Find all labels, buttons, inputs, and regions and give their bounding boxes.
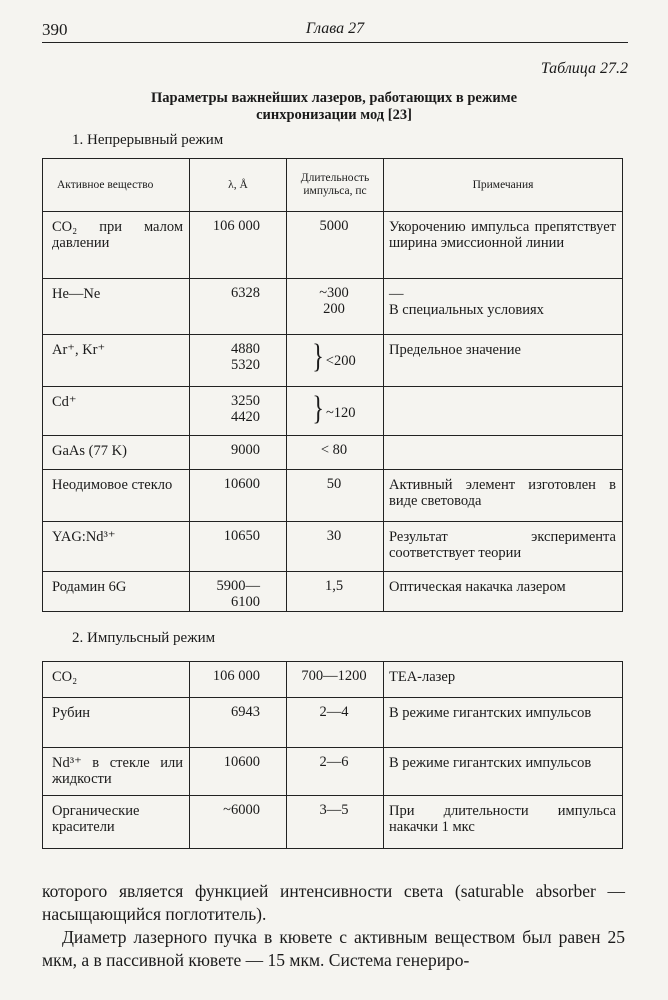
table-row [43, 335, 623, 387]
cell-substance: Cd⁺ [43, 387, 190, 436]
duration-value: < 80 [320, 442, 348, 458]
table-row [43, 279, 623, 335]
cell-notes [384, 212, 623, 279]
table-row [43, 796, 623, 849]
cell-substance: Родамин 6G [43, 572, 190, 612]
wavelength-value: 9000 [231, 442, 260, 458]
cell-duration [287, 387, 384, 436]
table-row [43, 748, 623, 796]
wavelength-value: 3250 [231, 393, 260, 409]
wavelength-value: 4880 [231, 341, 260, 357]
cell-notes [384, 279, 623, 335]
cell-wavelength [190, 335, 287, 387]
wavelength-value: 10600 [223, 476, 260, 492]
cell-wavelength: 10600 [190, 748, 287, 796]
table-header-row [43, 159, 623, 212]
cell-substance: Органические красители [43, 796, 190, 849]
column-header-duration [287, 159, 384, 212]
column-header-notes: Примечания [384, 159, 623, 212]
duration-value: 1,5 [324, 578, 344, 594]
notes-value: Оптическая накачка лазером [389, 579, 566, 595]
cell-substance: Неодимовое стекло [43, 470, 190, 522]
pulsed-mode-table [42, 661, 623, 849]
notes-value: Предельное значение [389, 342, 521, 358]
table-row [43, 572, 623, 612]
cell-notes [384, 572, 623, 612]
wavelength-value: 10650 [223, 528, 260, 544]
duration-value: 5000 [319, 218, 349, 234]
cell-wavelength [190, 279, 287, 335]
cell-notes: При длительности импульса накачки 1 мкс [384, 796, 623, 849]
section-continuous: 1. Непрерывный режим [72, 132, 224, 148]
cell-duration [287, 572, 384, 612]
cell-substance: GaAs (77 K) [43, 436, 190, 470]
brace-mark: } [312, 390, 324, 428]
cell-wavelength [190, 572, 287, 612]
chapter-title: Глава 27 [305, 20, 365, 37]
notes-value: Результат эксперимента соответствует теории [389, 529, 616, 561]
cell-duration [287, 335, 384, 387]
cell-wavelength [190, 212, 287, 279]
duration-value: 30 [326, 528, 342, 544]
page-number: 390 [42, 20, 68, 39]
table-row [43, 522, 623, 572]
table-title-line-2: синхронизации мод [23] [256, 107, 412, 123]
table-title [60, 90, 608, 124]
notes-value: — [389, 286, 404, 302]
cell-wavelength [190, 470, 287, 522]
table-row [43, 470, 623, 522]
cell-duration: 3—5 [287, 796, 384, 849]
cell-wavelength: ~6000 [190, 796, 287, 849]
wavelength-value: 5320 [231, 357, 260, 373]
column-header-substance: Активное вещество [43, 159, 190, 212]
table-title-line-1: Параметры важнейших лазеров, работающих в режиме [150, 90, 518, 106]
cell-notes [384, 470, 623, 522]
cell-notes: В режиме гигантских импульсов [384, 748, 623, 796]
table-row [43, 212, 623, 279]
running-header [42, 20, 628, 43]
cell-duration [287, 436, 384, 470]
cell-notes: TEA-лазер [384, 662, 623, 698]
duration-value: ~300 [319, 285, 349, 301]
wavelength-value: 5900—6100 [216, 578, 260, 610]
cell-notes [384, 335, 623, 387]
cell-duration [287, 522, 384, 572]
cell-duration: 2—6 [287, 748, 384, 796]
table-number: Таблица 27.2 [540, 60, 628, 77]
cell-notes [384, 387, 623, 436]
brace-mark: } [312, 338, 324, 376]
table-row [43, 436, 623, 470]
duration-value: 50 [326, 476, 342, 492]
cell-substance: He—Ne [43, 279, 190, 335]
body-paragraph-2: Диаметр лазерного пучка в кювете с активным веществом был равен 25 мкм, а в пассивной кювете — 15 мкм. Система генериро- [42, 927, 625, 970]
cell-substance: YAG:Nd³⁺ [43, 522, 190, 572]
column-header-duration-line-1: Длительность [300, 172, 370, 184]
notes-value: Укорочению импульса препятствует ширина эмиссионной линии [389, 219, 616, 251]
cell-duration [287, 279, 384, 335]
duration-value: 200 [323, 301, 345, 317]
cell-substance: Nd³⁺ в стекле или жидкости [43, 748, 190, 796]
cell-duration [287, 470, 384, 522]
continuous-mode-table [42, 158, 623, 612]
table-row [43, 387, 623, 436]
cell-notes [384, 522, 623, 572]
cell-wavelength: 6943 [190, 698, 287, 748]
cell-duration: 2—4 [287, 698, 384, 748]
cell-substance: CO₂ при малом давлении [43, 212, 190, 279]
cell-wavelength [190, 436, 287, 470]
cell-substance: Ar⁺, Kr⁺ [43, 335, 190, 387]
table-row [43, 662, 623, 698]
wavelength-value: 6328 [231, 285, 260, 301]
notes-value: В специальных условиях [389, 302, 544, 318]
body-paragraph-1: которого является функцией интенсивности света (saturable absorber — насыщающийся поглотитель). [42, 881, 625, 924]
duration-value: ~120 [325, 405, 356, 421]
table-row [43, 698, 623, 748]
cell-wavelength [190, 387, 287, 436]
wavelength-value: 106 000 [212, 218, 260, 234]
cell-substance: CO₂ [43, 662, 190, 698]
wavelength-value: 4420 [231, 409, 260, 425]
cell-notes [384, 436, 623, 470]
section-pulsed: 2. Импульсный режим [72, 630, 216, 646]
column-header-duration-line-2: импульса, пс [303, 185, 367, 197]
cell-wavelength [190, 522, 287, 572]
duration-value: <200 [325, 353, 356, 369]
cell-wavelength: 106 000 [190, 662, 287, 698]
cell-duration [287, 212, 384, 279]
notes-value: Активный элемент изготовлен в виде световода [389, 477, 616, 509]
cell-substance: Рубин [43, 698, 190, 748]
column-header-wavelength: λ, Å [190, 159, 287, 212]
cell-duration: 700—1200 [287, 662, 384, 698]
cell-notes: В режиме гигантских импульсов [384, 698, 623, 748]
